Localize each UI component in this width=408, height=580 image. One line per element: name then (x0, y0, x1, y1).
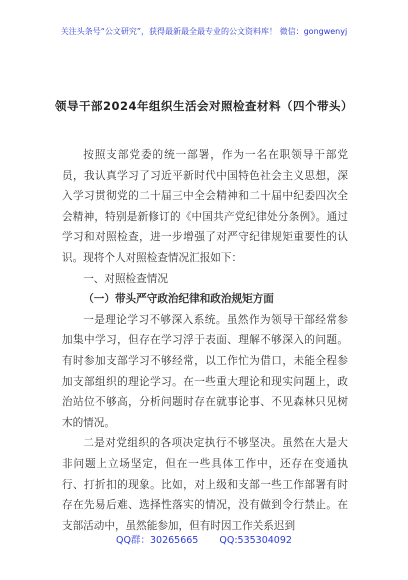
document-title: 领导干部2024年组织生活会对照检查材料（四个带头） (54, 99, 353, 113)
intro-paragraph: 按照支部党委的统一部署，作为一名在职领导干部党员，我认真学习了习近平新时代中国特色社会主义思想，深入学习贯彻党的二十届三中全会精神和二十届中纪委四次全会精神，特别是新修订的《中国共产党纪律处分条例》。通过学习和对照检查，进一步增强了对严守纪律规矩重要性的认识。现将个人对照检查情况汇报如下： (62, 149, 348, 264)
body-paragraph: 二是对党组织的各项决定执行不够坚决。虽然在大是大非问题上立场坚定，但在一些具体工作中，还存在变通执行、打折扣的现象。比如，对上级和支部一些工作部署有时存在先易后难、选择性落实的情况，没有做到令行禁止。在支部活动中，虽然能参加，但有时因工作关系迟到 (62, 437, 348, 532)
contact-footer (0, 532, 408, 546)
qq-text: QQ:535304092 (219, 535, 292, 546)
promo-banner: 关注头条号“公文研究”，获得最新最全最专业的公文资料库！ 微信：gongwenyj (60, 27, 348, 36)
subsection-heading: （一）带头严守政治纪律和政治规矩方面 (83, 293, 274, 306)
section-heading: 一、对照检查情况 (83, 272, 168, 285)
body-paragraph: 一是理论学习不够深入系统。虽然作为领导干部经常参加集中学习，但存在学习浮于表面、理解不够深入的问题。有时参加支部学习不够经常，以工作忙为借口，未能全程参加支部组织的理论学习。在一些重大理论和现实问题上，政治站位不够高，分析问题时存在就事论事、不见森林只见树木的情况。 (62, 313, 348, 429)
qq-group-text: QQ群：30265665 (116, 535, 199, 546)
document-body (62, 145, 348, 536)
